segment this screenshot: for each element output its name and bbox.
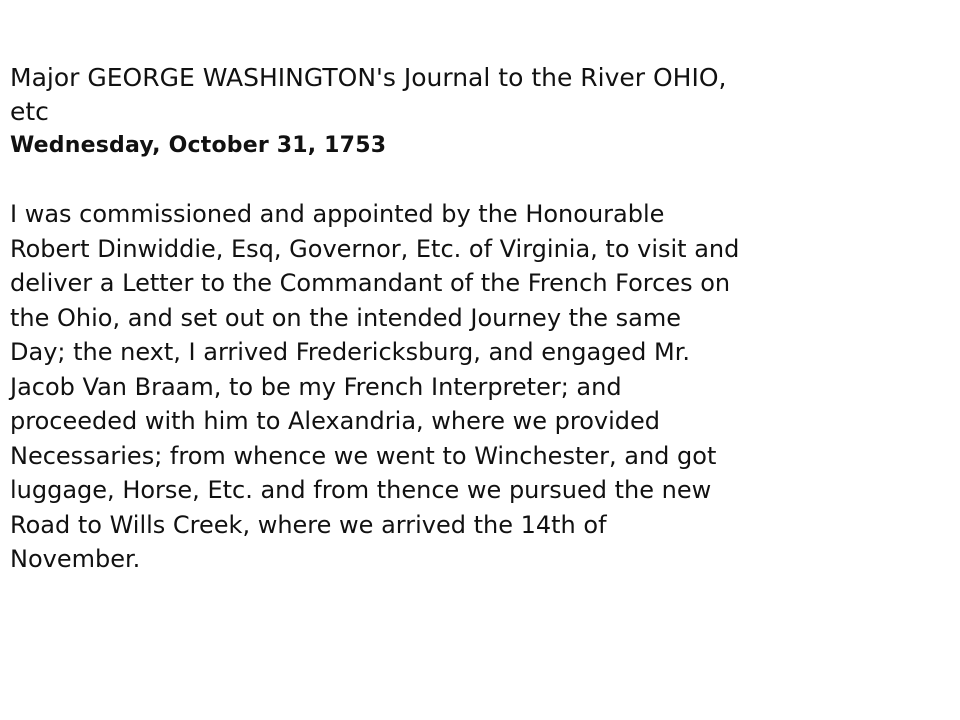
journal-title-line-1: Major GEORGE WASHINGTON's Journal to the River OHIO,: [10, 63, 727, 92]
body-line: November.: [10, 545, 141, 573]
body-line: Road to Wills Creek, where we arrived the 14th of: [10, 510, 607, 539]
journal-document: [10, 61, 950, 577]
journal-title-line-2: etc: [10, 97, 49, 126]
body-line: Jacob Van Braam, to be my French Interpreter; and: [10, 372, 622, 401]
body-line: proceeded with him to Alexandria, where we provided: [10, 407, 661, 435]
body-line: luggage, Horse, Etc. and from thence we pursued the new: [10, 476, 712, 504]
entry-date: Wednesday, October 31, 1753: [10, 133, 387, 158]
body-line: Day; the next, I arrived Fredericksburg, and engaged Mr.: [10, 338, 691, 366]
body-line: Robert Dinwiddie, Esq, Governor, Etc. of Virginia, to visit and: [10, 234, 740, 263]
body-line: the Ohio, and set out on the intended Journey the same: [10, 303, 682, 332]
body-line: I was commissioned and appointed by the Honourable: [10, 200, 665, 228]
body-line: Necessaries; from whence we went to Winchester, and got: [10, 441, 717, 470]
paragraph-spacer: [10, 163, 950, 197]
body-line: deliver a Letter to the Commandant of the French Forces on: [10, 269, 731, 297]
journal-body: [10, 197, 950, 577]
